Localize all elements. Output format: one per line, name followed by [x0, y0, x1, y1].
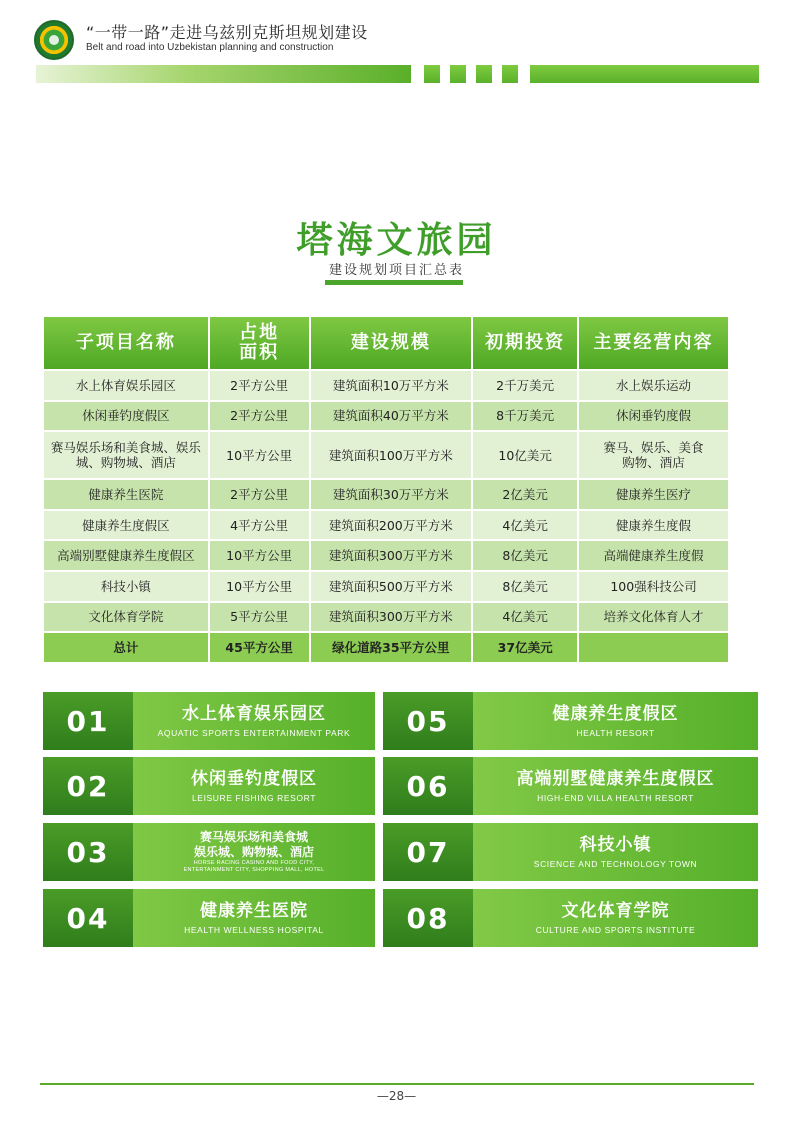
cell-business: 健康养生医疗	[579, 480, 728, 509]
sub-project-card-02	[43, 757, 375, 815]
cell-area: 10平方公里	[210, 541, 309, 570]
card-title: 健康养生度假区	[552, 704, 679, 724]
cell-name: 水上体育娱乐园区	[44, 371, 208, 400]
card-text	[133, 757, 375, 815]
cell-investment: 8亿美元	[473, 572, 577, 601]
header-area-text: 占地面积	[239, 322, 280, 363]
cell-scale: 建筑面积300万平方米	[311, 541, 472, 570]
table-row	[44, 480, 728, 509]
decor-bar-long	[36, 65, 411, 83]
cell-area: 5平方公里	[210, 603, 309, 632]
cell-business: 培养文化体育人才	[579, 603, 728, 632]
card-number: 06	[383, 757, 473, 815]
card-title: 科技小镇	[579, 835, 652, 855]
header-subtitle: Belt and road into Uzbekistan planning and construction	[86, 42, 334, 53]
card-title: 赛马娱乐场和美食城	[199, 830, 308, 844]
cell-business: 健康养生度假	[579, 511, 728, 540]
cell-area: 2平方公里	[210, 480, 309, 509]
table-row	[44, 572, 728, 601]
cell-investment: 8亿美元	[473, 541, 577, 570]
card-number: 05	[383, 692, 473, 750]
table-total-row	[44, 633, 728, 662]
card-english-title: AQUATIC SPORTS ENTERTAINMENT PARK	[157, 728, 351, 738]
sub-project-card-04	[43, 889, 375, 947]
decor-bar-right	[530, 65, 759, 83]
cell-name: 高端别墅健康养生度假区	[44, 541, 208, 570]
decor-square	[502, 65, 518, 83]
cell-scale: 建筑面积40万平方米	[311, 402, 472, 431]
total-label: 总计	[44, 633, 208, 662]
cell-scale: 建筑面积30万平方米	[311, 480, 472, 509]
cell-scale: 建筑面积200万平方米	[311, 511, 472, 540]
cell-name	[44, 432, 208, 478]
cell-area: 2平方公里	[210, 371, 309, 400]
cell-business: 100强科技公司	[579, 572, 728, 601]
cell-investment: 2亿美元	[473, 480, 577, 509]
card-title: 高端别墅健康养生度假区	[516, 769, 715, 789]
cell-name: 健康养生度假区	[44, 511, 208, 540]
cell-investment: 10亿美元	[473, 432, 577, 478]
cell-name: 科技小镇	[44, 572, 208, 601]
page-title: 塔海文旅园	[296, 220, 497, 261]
card-title-line2: 娱乐城、购物城、酒店	[193, 845, 314, 859]
sub-project-card-03	[43, 823, 375, 881]
table-row	[44, 402, 728, 431]
card-number: 03	[43, 823, 133, 881]
title-underline	[325, 280, 463, 285]
header-business: 主要经营内容	[579, 317, 728, 369]
cell-scale: 建筑面积100万平方米	[311, 432, 472, 478]
card-english-title: HORSE RACING CASINO AND FOOD CITY,	[193, 860, 315, 866]
cell-business-text: 赛马、娱乐、美食购物、酒店	[603, 440, 704, 471]
cell-name: 休闲垂钓度假区	[44, 402, 208, 431]
card-text	[473, 692, 758, 750]
header-scale: 建设规模	[311, 317, 472, 369]
cell-area: 4平方公里	[210, 511, 309, 540]
header-area	[210, 317, 309, 369]
header-name: 子项目名称	[44, 317, 208, 369]
card-text	[133, 889, 375, 947]
decor-square	[476, 65, 492, 83]
decor-square	[450, 65, 466, 83]
sub-project-card-08	[383, 889, 758, 947]
card-number: 02	[43, 757, 133, 815]
card-english-title: HIGH-END VILLA HEALTH RESORT	[537, 793, 694, 803]
cell-scale: 建筑面积500万平方米	[311, 572, 472, 601]
cell-name-text: 赛马娱乐场和美食城、娱乐城、购物城、酒店	[50, 440, 201, 471]
total-area: 45平方公里	[210, 633, 309, 662]
sub-project-card-06	[383, 757, 758, 815]
card-text	[473, 757, 758, 815]
card-title: 水上体育娱乐园区	[182, 704, 326, 724]
total-scale: 绿化道路35平方公里	[311, 633, 472, 662]
card-text	[473, 823, 758, 881]
card-text	[473, 889, 758, 947]
project-summary-table	[42, 315, 730, 664]
header-decor-bar	[36, 65, 759, 83]
cell-name: 健康养生医院	[44, 480, 208, 509]
table-row	[44, 432, 728, 478]
table-row	[44, 511, 728, 540]
card-english-title: HEALTH WELLNESS HOSPITAL	[184, 925, 324, 935]
cell-name: 文化体育学院	[44, 603, 208, 632]
card-text	[133, 692, 375, 750]
table-row	[44, 371, 728, 400]
cell-investment: 2千万美元	[473, 371, 577, 400]
cell-investment: 4亿美元	[473, 511, 577, 540]
cell-investment: 8千万美元	[473, 402, 577, 431]
page-subtitle: 建设规划项目汇总表	[328, 263, 464, 278]
cell-business: 休闲垂钓度假	[579, 402, 728, 431]
card-english-title: CULTURE AND SPORTS INSTITUTE	[535, 925, 696, 935]
cell-business: 水上娱乐运动	[579, 371, 728, 400]
total-business	[579, 633, 728, 662]
cell-investment: 4亿美元	[473, 603, 577, 632]
cell-scale: 建筑面积300万平方米	[311, 603, 472, 632]
card-number: 08	[383, 889, 473, 947]
cell-area: 10平方公里	[210, 572, 309, 601]
sub-project-card-07	[383, 823, 758, 881]
header-investment: 初期投资	[473, 317, 577, 369]
card-title: 文化体育学院	[561, 901, 670, 921]
table-row	[44, 603, 728, 632]
cell-area: 2平方公里	[210, 402, 309, 431]
card-english-title: SCIENCE AND TECHNOLOGY TOWN	[533, 859, 698, 869]
table-row	[44, 541, 728, 570]
cell-area: 10平方公里	[210, 432, 309, 478]
decor-square	[424, 65, 440, 83]
sub-project-card-05	[383, 692, 758, 750]
card-title: 休闲垂钓度假区	[191, 769, 317, 789]
header-title: “一带一路”走进乌兹别克斯坦规划建设	[86, 23, 368, 42]
cell-scale: 建筑面积10万平方米	[311, 371, 472, 400]
card-english-title: HEALTH RESORT	[576, 728, 655, 738]
footer-divider	[40, 1083, 754, 1085]
card-number: 07	[383, 823, 473, 881]
card-number: 01	[43, 692, 133, 750]
card-english-title-line2: ENTERTAINMENT CITY, SHOPPING MALL, HOTEL	[183, 867, 325, 873]
cell-business	[579, 432, 728, 478]
sub-project-card-01	[43, 692, 375, 750]
card-title: 健康养生医院	[200, 901, 308, 921]
table-header-row	[44, 317, 728, 369]
card-number: 04	[43, 889, 133, 947]
card-text	[133, 823, 375, 881]
page-number: —28—	[376, 1089, 417, 1103]
organization-logo	[34, 20, 74, 60]
card-english-title: LEISURE FISHING RESORT	[191, 793, 317, 803]
cell-business: 高端健康养生度假	[579, 541, 728, 570]
total-investment: 37亿美元	[473, 633, 577, 662]
